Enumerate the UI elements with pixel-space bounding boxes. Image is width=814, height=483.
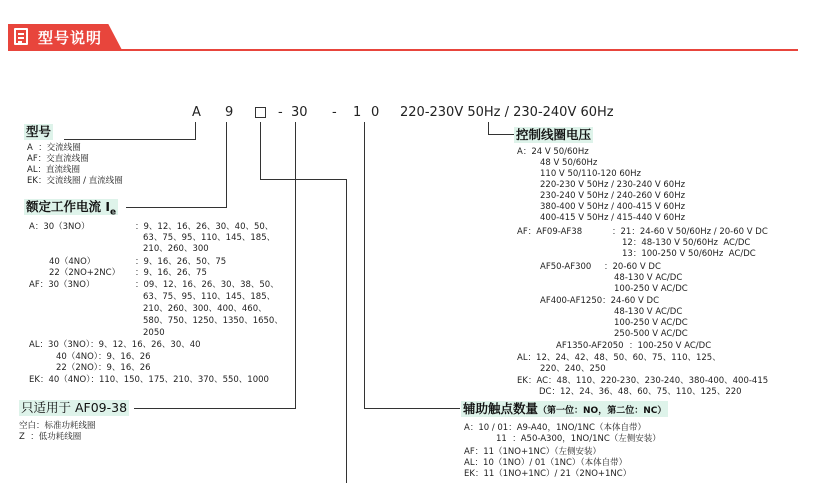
current-value-line: 210、260、300、400、460、 [143, 304, 267, 314]
current-title-sub: e [110, 207, 117, 218]
coil-line: AF1350-AF2050 ：100-250 V AC/DC [556, 341, 712, 351]
connector-applies-h [134, 408, 296, 409]
current-label-af-3no: AF：30（3NO） [29, 280, 95, 290]
coil-line: 220、240、250 [540, 364, 606, 374]
coil-line: 110 V 50/110-120 60Hz [540, 169, 642, 179]
coil-line: AF：AF09-AF38 [517, 227, 583, 237]
current-label-a-4no: 40（4NO） [49, 257, 96, 267]
connector-aux-v [364, 122, 365, 409]
current-value-line: 210、260、300 [143, 244, 209, 254]
code-dash-2: - [332, 105, 337, 120]
connector-type-v [195, 122, 196, 140]
current-label-ek-4no: EK：40（4NO）：110、150、175、210、370、550、1000 [29, 375, 269, 385]
section-title-coil: 控制线圈电压 [516, 127, 592, 142]
current-value-line: 63、75、95、110、145、185、 [143, 233, 276, 243]
code-dash-1: - [278, 105, 283, 120]
code-char-9: 9 [225, 105, 234, 120]
type-item-al: AL：直流线圈 [27, 165, 81, 175]
code-char-0: 0 [371, 105, 380, 120]
code-char-a: A [192, 105, 201, 120]
coil-line: 100-250 V AC/DC [614, 318, 688, 328]
connector-applies-v [295, 122, 296, 409]
current-value-line: ：9、16、26、75 [135, 268, 207, 278]
connector-box-v2 [346, 179, 347, 483]
connector-box-h [260, 179, 347, 180]
applies-item-z: Z ：低功耗线圈 [19, 432, 82, 442]
code-voltage: 220-230V 50Hz / 230-240V 60Hz [400, 105, 614, 120]
current-value-line: ：09、12、16、26、30、38、50、 [135, 280, 279, 290]
coil-line: 250-500 V AC/DC [614, 329, 688, 339]
aux-title-text: 辅助触点数量 [463, 401, 539, 416]
current-value-line: ：9、16、26、50、75 [135, 257, 227, 267]
code-placeholder-box [255, 107, 266, 118]
coil-line: 48-130 V AC/DC [614, 307, 683, 317]
coil-line: DC：12、24、36、48、60、75、110、125、220 [539, 387, 742, 397]
coil-line: AL：12、24、42、48、50、60、75、110、125、 [517, 353, 721, 363]
current-label-a-3no: A：30（3NO） [29, 222, 90, 232]
coil-line: 13：100-250 V 50/60Hz AC/DC [622, 249, 756, 259]
current-label-al-3no: AL：30（3NO）：9、12、16、26、30、40 [29, 340, 201, 350]
coil-line: 48 V 50/60Hz [540, 158, 598, 168]
code-char-1: 1 [353, 105, 362, 120]
current-value-line: 2050 [143, 328, 165, 338]
document-icon [14, 28, 28, 45]
coil-line: 230-240 V 50Hz / 240-260 V 60Hz [540, 191, 686, 201]
coil-line: A：24 V 50/60Hz [517, 147, 589, 157]
coil-line: 380-400 V 50Hz / 400-415 V 60Hz [540, 202, 686, 212]
connector-current-v [226, 122, 227, 208]
connector-type-h [64, 139, 196, 140]
section-title-type: 型号 [26, 124, 52, 139]
section-title-aux [461, 401, 668, 417]
type-item-ek: EK：交流线圈 / 直流线圈 [27, 176, 123, 186]
aux-line: AL：10（1NO）/ 01（1NC）（本体自带） [464, 458, 628, 468]
section-title-applies: 只适用于 AF09-38 [21, 400, 128, 415]
section-title-current [24, 199, 118, 218]
header-divider [8, 49, 798, 51]
coil-line: 400-415 V 50Hz / 415-440 V 60Hz [540, 213, 686, 223]
coil-line: AF50-AF300 [540, 262, 592, 272]
coil-line: 12：48-130 V 50/60Hz AC/DC [622, 238, 751, 248]
code-char-30: 30 [291, 105, 308, 120]
coil-line: ：21：24-60 V 50/60Hz / 20-60 V DC [612, 227, 768, 237]
page-title: 型号说明 [38, 29, 103, 47]
coil-line: AF400-AF1250：24-60 V DC [540, 296, 660, 306]
type-item-a: A ：交流线圈 [27, 143, 81, 153]
connector-aux-h [364, 408, 460, 409]
current-label-al-4no: 40（4NO）：9、16、26 [56, 352, 151, 362]
current-value-line: ：9、12、16、26、30、40、50、 [135, 222, 274, 232]
aux-line: 11 ：A50-A300，1NO/1NC（左侧安装） [496, 434, 661, 444]
aux-line: AF：11（1NO+1NC）（左侧安装） [464, 447, 602, 457]
connector-box-v [260, 122, 261, 180]
current-title-text: 额定工作电流 I [26, 199, 111, 214]
current-value-line: 63、75、95、110、145、185、 [143, 292, 276, 302]
coil-line: EK：AC：48、110、220-230、230-240、380-400、400-415 [517, 376, 769, 386]
current-value-line: 580、750、1250、1350、1650、 [143, 316, 283, 326]
coil-line: ：20-60 V DC [604, 262, 661, 272]
connector-coil-h [488, 134, 514, 135]
current-label-al-2no: 22（2NO）：9、16、26 [56, 363, 151, 373]
aux-line: EK：11（1NO+1NC）/ 21（2NO+1NC） [464, 469, 632, 479]
coil-line: 220-230 V 50Hz / 230-240 V 60Hz [540, 180, 686, 190]
current-label-a-2no2nc: 22（2NO+2NC） [49, 268, 121, 278]
type-item-af: AF：交直流线圈 [27, 154, 89, 164]
applies-item-blank: 空白：标准功耗线圈 [19, 421, 96, 431]
connector-current-h [126, 207, 227, 208]
coil-line: 48-130 V AC/DC [614, 273, 683, 283]
aux-title-note: （第一位：NO，第二位：NC） [538, 406, 667, 416]
coil-line: 100-250 V AC/DC [614, 284, 688, 294]
aux-line: A：10 / 01：A9-A40，1NO/1NC（本体自带） [464, 423, 646, 433]
